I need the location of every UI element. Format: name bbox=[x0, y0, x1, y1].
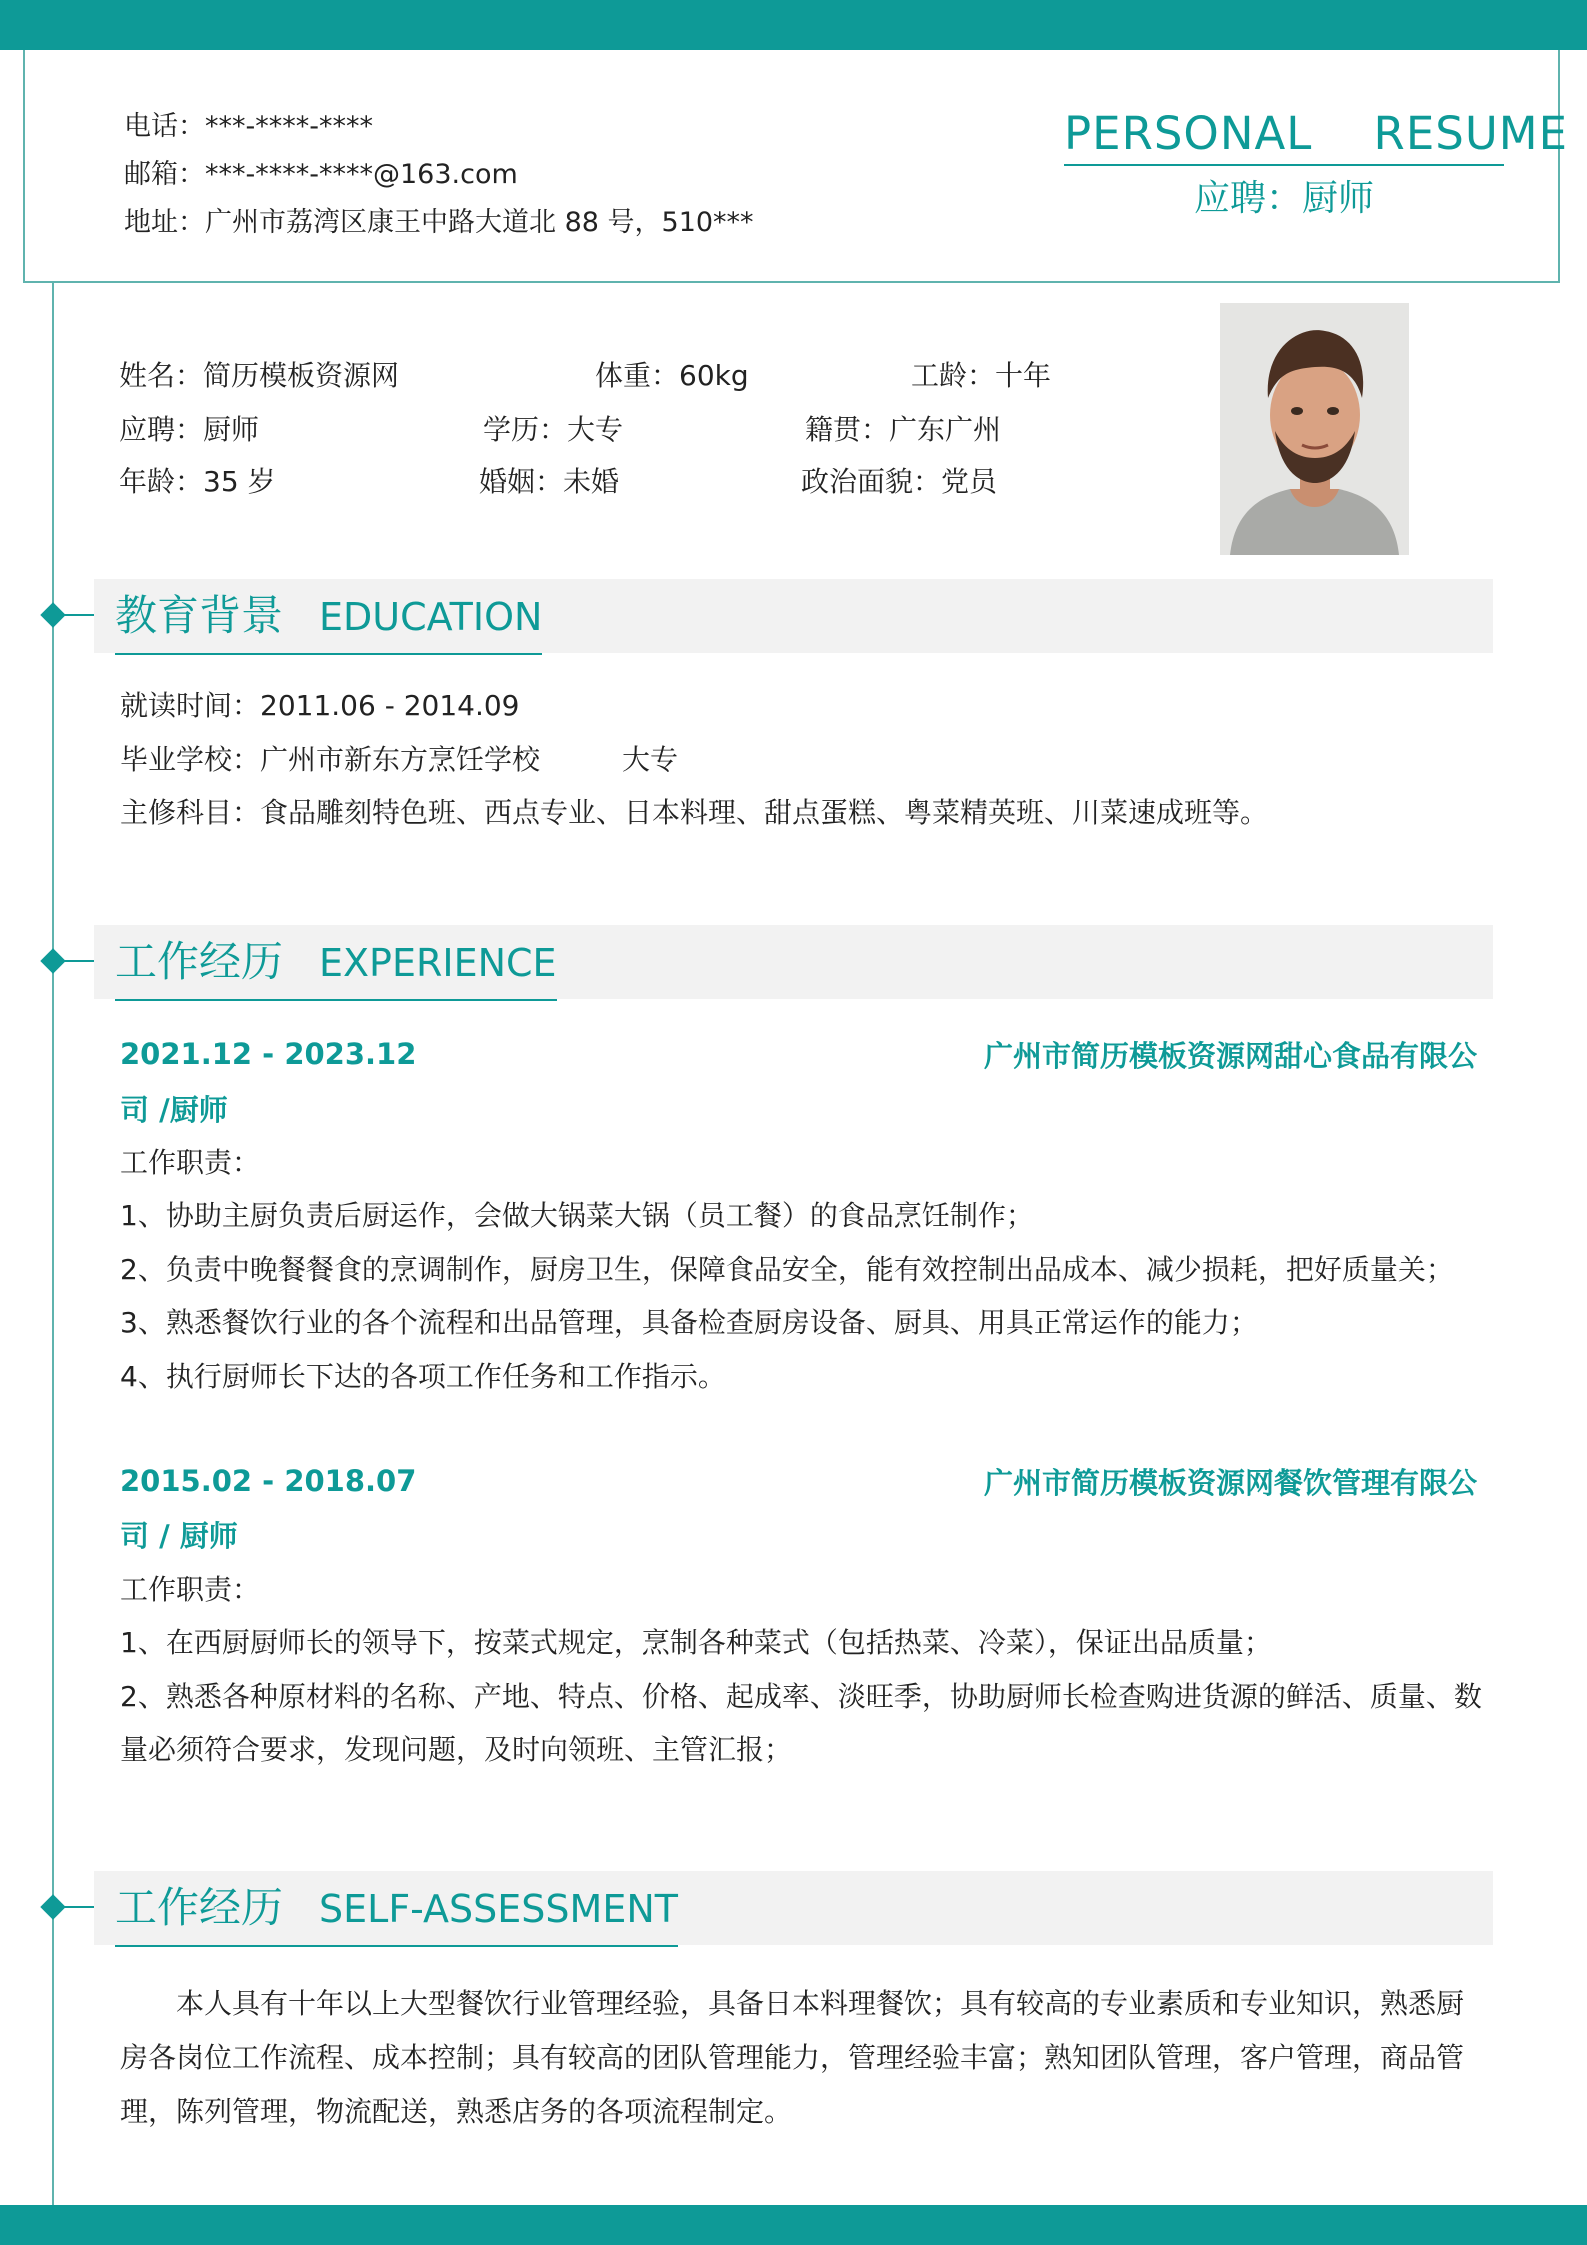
top-accent-bar bbox=[0, 0, 1587, 50]
info-marital: 婚姻：未婚 bbox=[479, 465, 620, 498]
info-seniority: 工龄：十年 bbox=[911, 359, 1052, 392]
job-duty-item: 1、协助主厨负责后厨运作，会做大锅菜大锅（员工餐）的食品烹饪制作； bbox=[120, 1199, 1034, 1232]
info-native-place: 籍贯：广东广州 bbox=[805, 413, 1002, 446]
job-company-cont: 司 / 厨师 bbox=[120, 1519, 238, 1553]
contact-address: 地址：广州市荔湾区康王中路大道北 88 号，510*** bbox=[124, 207, 754, 238]
job-duty-item: 4、执行厨师长下达的各项工作任务和工作指示。 bbox=[120, 1360, 726, 1393]
info-name: 姓名：简历模板资源网 bbox=[119, 359, 400, 392]
education-title-zh: 教育背景 bbox=[115, 591, 284, 640]
job-duty-item: 量必须符合要求，发现问题，及时向领班、主管汇报； bbox=[120, 1733, 793, 1766]
contact-email: 邮箱：***-****-****@163.com bbox=[124, 159, 518, 190]
education-school: 毕业学校：广州市新东方烹饪学校 bbox=[120, 743, 541, 776]
education-degree: 大专 bbox=[622, 743, 679, 776]
job-duty-item: 1、在西厨厨师长的领导下，按菜式规定，烹制各种菜式（包括热菜、冷菜），保证出品质量； bbox=[120, 1626, 1272, 1659]
resume-title: PERSONAL RESUME bbox=[1064, 104, 1504, 166]
self-assessment-title bbox=[115, 1880, 678, 1947]
education-title bbox=[115, 588, 542, 655]
job-company: 广州市简历模板资源网餐饮管理有限公 bbox=[983, 1466, 1477, 1500]
job-company-cont: 司 /厨师 bbox=[120, 1093, 228, 1127]
info-political: 政治面貌：党员 bbox=[801, 465, 998, 498]
education-courses: 主修科目：食品雕刻特色班、西点专业、日本料理、甜点蛋糕、粤菜精英班、川菜速成班等。 bbox=[120, 796, 1269, 829]
job-duty-item: 2、熟悉各种原材料的名称、产地、特点、价格、起成率、淡旺季，协助厨师长检查购进货源的鲜活、质量、数 bbox=[120, 1680, 1482, 1713]
self-assessment-connector bbox=[54, 1906, 94, 1908]
info-apply: 应聘：厨师 bbox=[119, 413, 260, 446]
self-assessment-title-en: SELF-ASSESSMENT bbox=[319, 1887, 678, 1931]
education-connector bbox=[54, 614, 94, 616]
portrait-icon bbox=[1220, 303, 1409, 555]
info-weight: 体重：60kg bbox=[595, 359, 749, 392]
job-date: 2015.02 - 2018.07 bbox=[120, 1464, 417, 1498]
experience-title-zh: 工作经历 bbox=[115, 937, 284, 986]
experience-title bbox=[115, 934, 557, 1001]
info-education: 学历：大专 bbox=[483, 413, 624, 446]
portrait-photo bbox=[1220, 303, 1409, 555]
experience-title-en: EXPERIENCE bbox=[319, 941, 557, 985]
education-period: 就读时间：2011.06 - 2014.09 bbox=[120, 689, 520, 722]
contact-phone: 电话：***-****-**** bbox=[124, 111, 373, 142]
education-title-en: EDUCATION bbox=[319, 595, 543, 639]
job-duty-label: 工作职责： bbox=[120, 1573, 261, 1606]
self-assessment-title-zh: 工作经历 bbox=[115, 1883, 284, 1932]
job-duty-item: 3、熟悉餐饮行业的各个流程和出品管理，具备检查厨房设备、厨具、用具正常运作的能力； bbox=[120, 1306, 1258, 1339]
experience-connector bbox=[54, 960, 94, 962]
job-duty-item: 2、负责中晚餐餐食的烹调制作，厨房卫生，保障食品安全，能有效控制出品成本、减少损耗，把好质量关； bbox=[120, 1253, 1454, 1286]
info-age: 年龄：35 岁 bbox=[119, 465, 276, 498]
resume-position: 应聘：厨师 bbox=[1193, 178, 1374, 219]
self-assessment-text: 本人具有十年以上大型餐饮行业管理经验，具备日本料理餐饮；具有较高的专业素质和专业知识，熟悉厨房各岗位工作流程、成本控制；具有较高的团队管理能力，管理经验丰富；熟知团队管理，客户管理，商品管理，陈列管理，物流配送，熟悉店务的各项流程制定。 bbox=[120, 1987, 1465, 2128]
job-company: 广州市简历模板资源网甜心食品有限公 bbox=[983, 1039, 1477, 1073]
job-duty-label: 工作职责： bbox=[120, 1146, 261, 1179]
bottom-accent-bar bbox=[0, 2205, 1587, 2245]
job-date: 2021.12 - 2023.12 bbox=[120, 1037, 417, 1071]
